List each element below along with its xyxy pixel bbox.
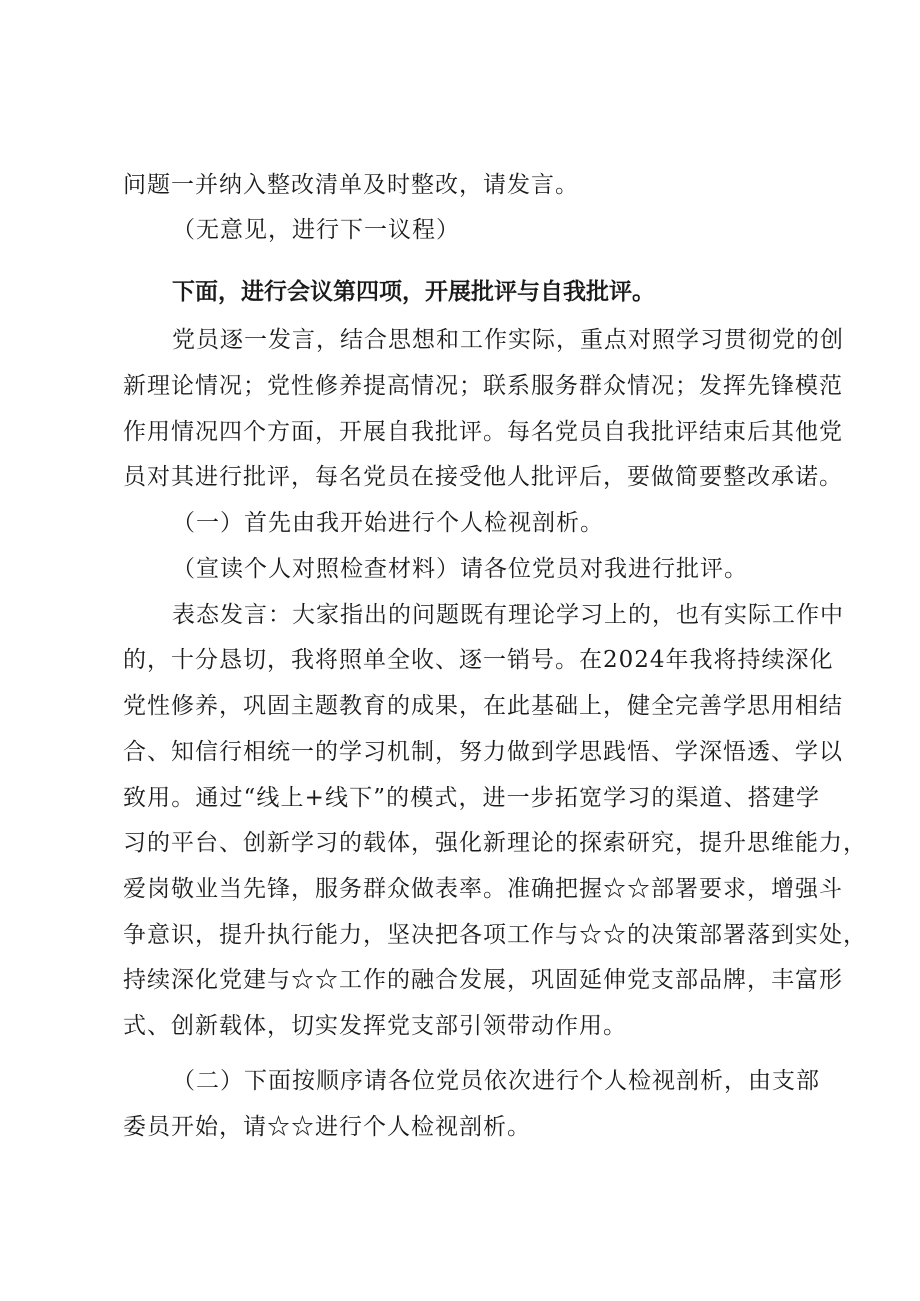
text-line-16: 爱岗敬业当先锋，服务群众做表率。准确把握☆☆部署要求，增强斗 <box>123 876 843 902</box>
text-line-9: （宣读个人对照检查材料）请各位党员对我进行批评。 <box>172 556 748 582</box>
text-line-11: 的，十分恳切，我将照单全收、逐一销号。在2024年我将持续深化 <box>123 647 834 673</box>
text-line-21: 委员开始，请☆☆进行个人检视剖析。 <box>123 1114 531 1140</box>
text-line-20: （二）下面按顺序请各位党员依次进行个人检视剖析，由支部 <box>172 1068 820 1094</box>
text-line-14: 致用。通过“线上+线下”的模式，进一步拓宽学习的渠道、搭建学 <box>123 785 820 811</box>
text-line-19: 式、创新载体，切实发挥党支部引领带动作用。 <box>123 1013 627 1039</box>
text-line-15: 习的平台、创新学习的载体，强化新理论的探索研究，提升思维能力， <box>123 830 867 856</box>
text-line-12: 党性修养，巩固主题教育的成果，在此基础上，健全完善学思用相结 <box>123 693 843 719</box>
text-line-8: （一）首先由我开始进行个人检视剖析。 <box>172 510 604 536</box>
text-line-7: 员对其进行批评，每名党员在接受他人批评后，要做简要整改承诺。 <box>123 464 843 490</box>
text-line-17: 争意识，提升执行能力，坚决把各项工作与☆☆的决策部署落到实处， <box>123 922 867 948</box>
text-line-5: 新理论情况；党性修养提高情况；联系服务群众情况；发挥先锋模范 <box>123 373 843 399</box>
text-line-10: 表态发言：大家指出的问题既有理论学习上的，也有实际工作中 <box>172 602 844 628</box>
text-line-6: 作用情况四个方面，开展自我批评。每名党员自我批评结束后其他党 <box>123 419 843 445</box>
text-line-2: （无意见，进行下一议程） <box>172 217 460 243</box>
text-line-4: 党员逐一发言，结合思想和工作实际，重点对照学习贯彻党的创 <box>172 327 844 353</box>
section-heading: 下面，进行会议第四项，开展批评与自我批评。 <box>172 279 655 305</box>
text-line-1: 问题一并纳入整改清单及时整改，请发言。 <box>123 172 579 198</box>
text-line-18: 持续深化党建与☆☆工作的融合发展，巩固延伸党支部品牌，丰富形 <box>123 967 843 993</box>
text-line-13: 合、知信行相统一的学习机制，努力做到学思践悟、学深悟透、学以 <box>123 739 843 765</box>
